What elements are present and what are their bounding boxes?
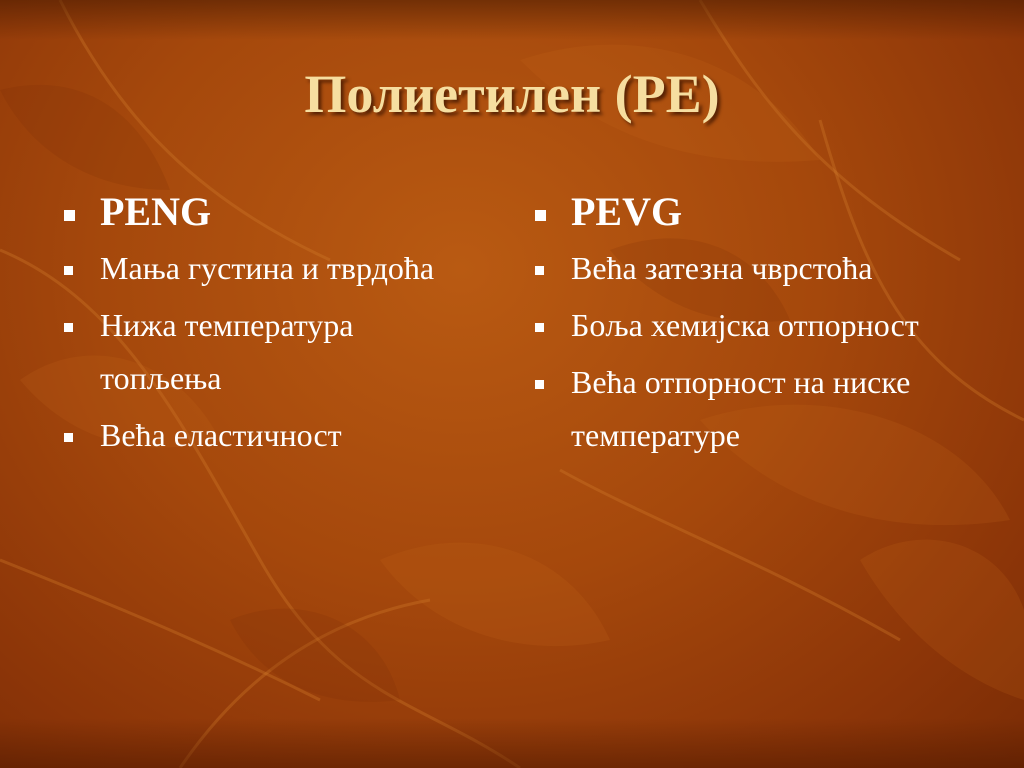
left-item [62,409,442,462]
square-bullet-icon [535,210,546,221]
top-shade [0,0,1024,40]
right-item-text: Већа отпорност на ниске температуре [571,364,911,453]
right-item [533,356,973,462]
right-item-text: Већа затезна чврстоћа [571,250,873,286]
left-item-text: Мања густина и тврдоћа [100,250,435,286]
right-item-text: Боља хемијска отпорност [571,307,919,343]
square-bullet-icon [535,266,544,275]
square-bullet-icon [535,380,544,389]
square-bullet-icon [64,266,73,275]
left-item-text: Нижа температура топљења [100,307,354,396]
square-bullet-icon [64,323,73,332]
right-heading-text: PEVG [571,189,683,234]
right-item [533,299,973,352]
right-heading [533,186,973,238]
right-item [533,242,973,295]
right-column [533,186,973,466]
square-bullet-icon [535,323,544,332]
left-item-text: Већа еластичност [100,417,342,453]
left-item [62,299,442,405]
left-heading [62,186,442,238]
square-bullet-icon [64,210,75,221]
bottom-shade [0,718,1024,768]
left-item [62,242,442,295]
square-bullet-icon [64,433,73,442]
left-heading-text: PENG [100,189,212,234]
slide-title: Полиетилен (PE) [304,64,720,124]
left-column [62,186,442,466]
